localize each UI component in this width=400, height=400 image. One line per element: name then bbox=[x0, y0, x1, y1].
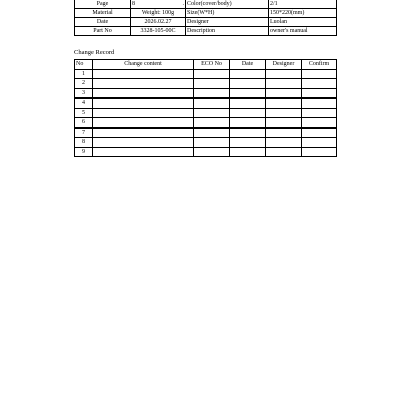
row-change-content bbox=[93, 147, 194, 157]
row-date bbox=[230, 108, 266, 118]
row-eco-no bbox=[194, 88, 230, 98]
row-no: 6 bbox=[75, 118, 93, 128]
row-date bbox=[230, 79, 266, 89]
info-value-mark: . bbox=[182, 1, 184, 7]
row-designer bbox=[266, 88, 302, 98]
info-value: 2026.02.27 bbox=[131, 18, 186, 27]
change-record-header-row bbox=[75, 60, 337, 70]
row-confirm bbox=[302, 88, 337, 98]
row-eco-no bbox=[194, 128, 230, 138]
info-value-text: 8 bbox=[132, 1, 135, 7]
row-eco-no bbox=[194, 79, 230, 89]
info-value: Weight: 100g bbox=[131, 9, 186, 18]
header-confirm: Confirm bbox=[302, 60, 337, 70]
row-designer bbox=[266, 79, 302, 89]
row-change-content bbox=[93, 128, 194, 138]
row-date bbox=[230, 118, 266, 128]
row-designer bbox=[266, 98, 302, 108]
spec-info-table bbox=[74, 0, 337, 36]
info-label: Part No bbox=[75, 27, 131, 36]
row-no: 3 bbox=[75, 88, 93, 98]
info-value bbox=[131, 0, 186, 9]
row-eco-no bbox=[194, 138, 230, 148]
info-row-date bbox=[75, 18, 337, 27]
info-key2: Designer bbox=[186, 18, 269, 27]
row-change-content bbox=[93, 88, 194, 98]
table-row bbox=[75, 88, 337, 98]
row-confirm bbox=[302, 69, 337, 79]
info-value: 3328-105-00C bbox=[131, 27, 186, 36]
change-record-table bbox=[74, 59, 337, 157]
row-eco-no bbox=[194, 147, 230, 157]
row-confirm bbox=[302, 98, 337, 108]
info-key2: Description bbox=[186, 27, 269, 36]
info-value2: 150*220(mm) bbox=[269, 9, 337, 18]
info-label: Page bbox=[75, 0, 131, 9]
row-no: 1 bbox=[75, 69, 93, 79]
info-key2: Color(cover/body) bbox=[186, 0, 269, 9]
row-designer bbox=[266, 118, 302, 128]
row-eco-no bbox=[194, 108, 230, 118]
table-row bbox=[75, 128, 337, 138]
row-no: 8 bbox=[75, 138, 93, 148]
header-eco-no: ECO No bbox=[194, 60, 230, 70]
row-confirm bbox=[302, 118, 337, 128]
row-change-content bbox=[93, 69, 194, 79]
row-confirm bbox=[302, 128, 337, 138]
table-row bbox=[75, 108, 337, 118]
header-date: Date bbox=[230, 60, 266, 70]
row-confirm bbox=[302, 138, 337, 148]
row-eco-no bbox=[194, 69, 230, 79]
row-designer bbox=[266, 108, 302, 118]
row-no: 7 bbox=[75, 128, 93, 138]
row-designer bbox=[266, 147, 302, 157]
table-row bbox=[75, 118, 337, 128]
row-change-content bbox=[93, 118, 194, 128]
row-date bbox=[230, 88, 266, 98]
row-date bbox=[230, 138, 266, 148]
row-eco-no bbox=[194, 118, 230, 128]
row-change-content bbox=[93, 108, 194, 118]
row-change-content bbox=[93, 138, 194, 148]
info-row-page bbox=[75, 0, 337, 9]
row-confirm bbox=[302, 147, 337, 157]
row-no: 5 bbox=[75, 108, 93, 118]
row-date bbox=[230, 128, 266, 138]
row-change-content bbox=[93, 98, 194, 108]
row-no: 2 bbox=[75, 79, 93, 89]
info-value2: Luolan bbox=[269, 18, 337, 27]
row-designer bbox=[266, 69, 302, 79]
row-date bbox=[230, 147, 266, 157]
row-change-content bbox=[93, 79, 194, 89]
row-eco-no bbox=[194, 98, 230, 108]
info-key2: Size(W*H) bbox=[186, 9, 269, 18]
info-value2: 2/1 bbox=[269, 0, 337, 9]
row-designer bbox=[266, 138, 302, 148]
table-row bbox=[75, 138, 337, 148]
row-no: 9 bbox=[75, 147, 93, 157]
row-no: 4 bbox=[75, 98, 93, 108]
info-row-part-no bbox=[75, 27, 337, 36]
info-label: Material bbox=[75, 9, 131, 18]
row-date bbox=[230, 98, 266, 108]
row-designer bbox=[266, 128, 302, 138]
header-change-content: Change content bbox=[93, 60, 194, 70]
table-row bbox=[75, 69, 337, 79]
info-label: Date bbox=[75, 18, 131, 27]
row-date bbox=[230, 69, 266, 79]
row-confirm bbox=[302, 108, 337, 118]
table-row bbox=[75, 79, 337, 89]
info-value2: owner's manual bbox=[269, 27, 337, 36]
change-record-title: Change Record bbox=[74, 49, 115, 56]
table-row bbox=[75, 147, 337, 157]
header-no: No bbox=[75, 60, 93, 70]
header-designer: Designer bbox=[266, 60, 302, 70]
row-confirm bbox=[302, 79, 337, 89]
table-row bbox=[75, 98, 337, 108]
info-row-material bbox=[75, 9, 337, 18]
